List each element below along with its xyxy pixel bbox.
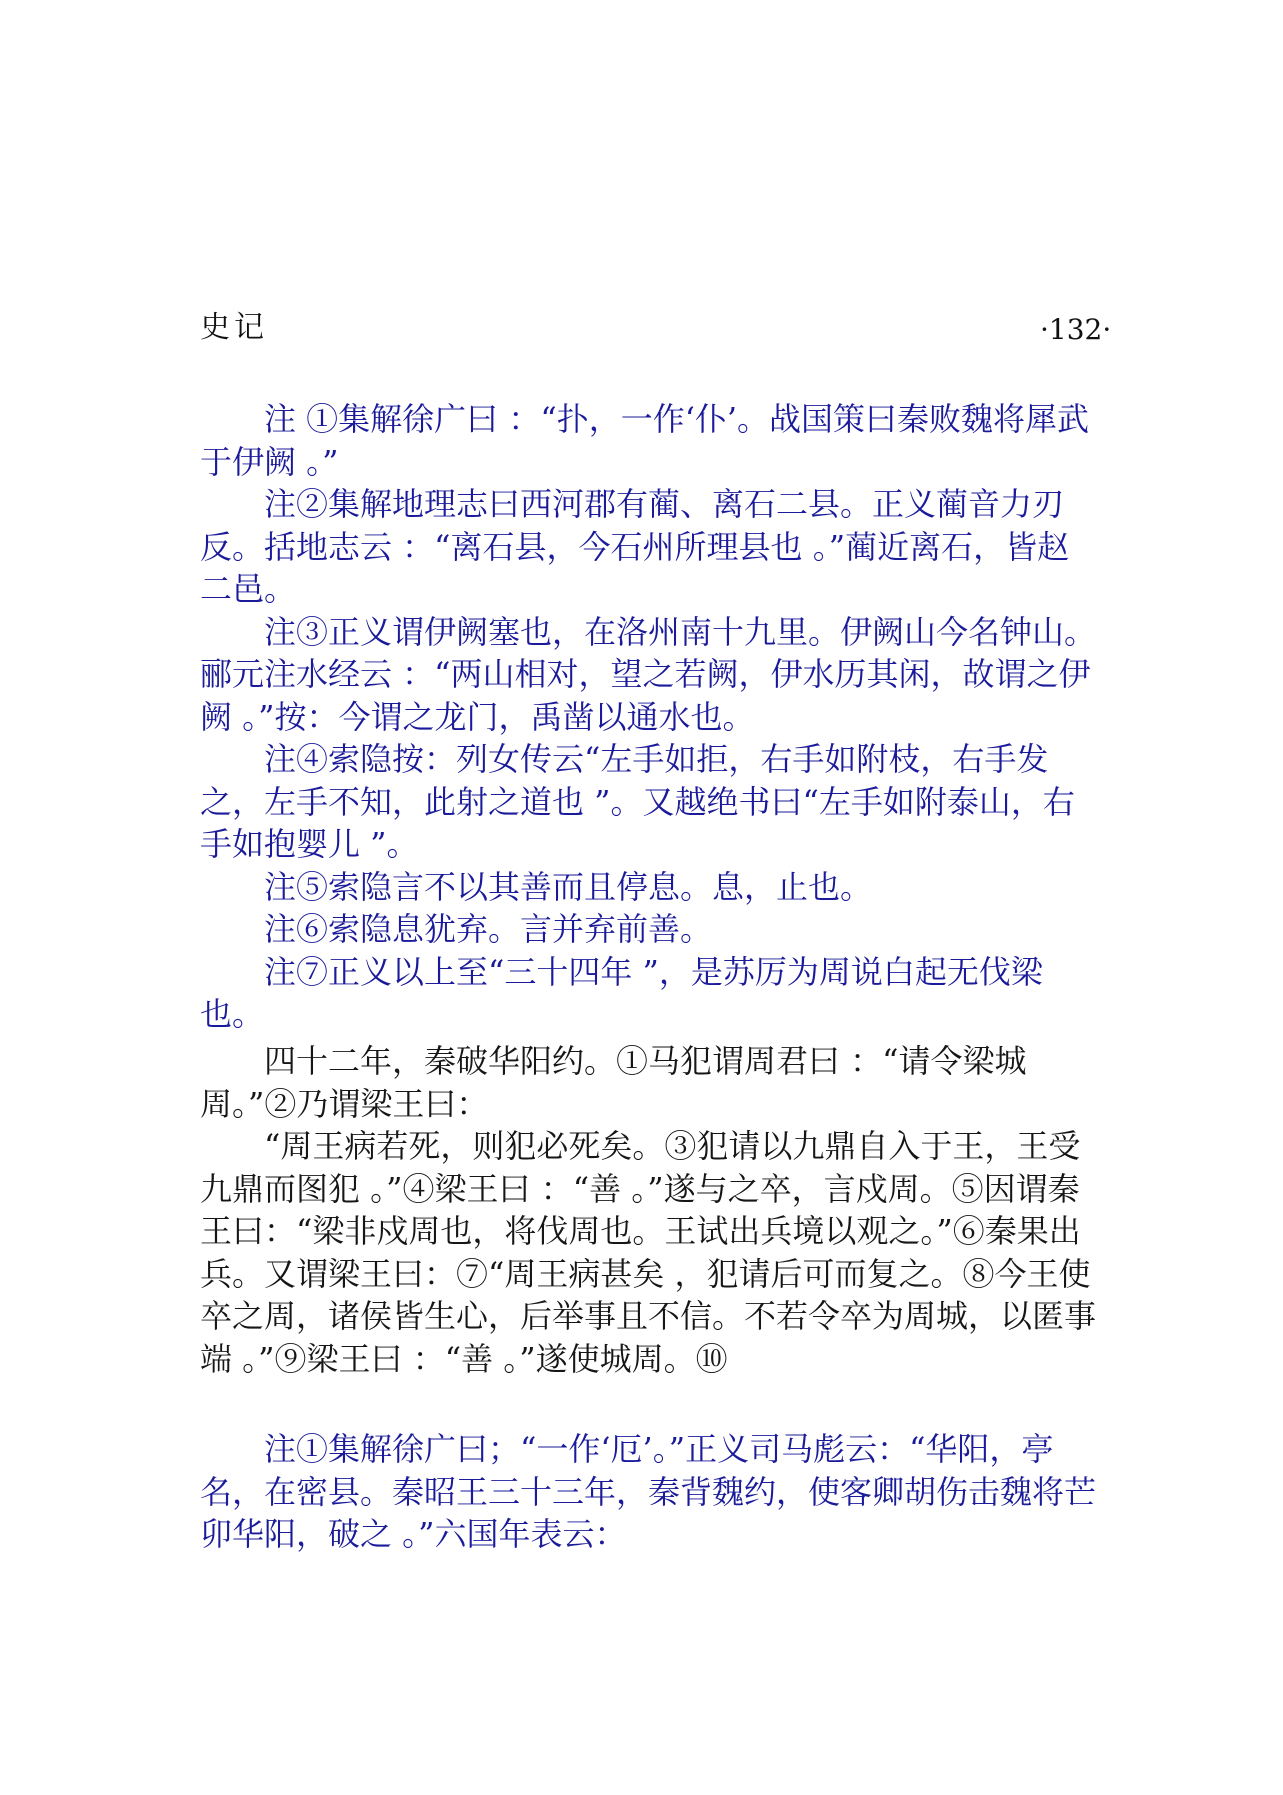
main-paragraph: 四十二年，秦破华阳约。①马犯谓周君曰 ：“请令梁城周。”②乃谓梁王曰： bbox=[200, 1042, 1027, 1123]
note-paragraph: 注⑥索隐息犹弃。言并弃前善。 bbox=[264, 910, 713, 948]
note-paragraph: 注 ①集解徐广曰 ：“扑，一作‘仆’。战国策曰秦败魏将犀武于伊阙 。” bbox=[200, 400, 1090, 481]
note-paragraph: 注①集解徐广曰；“一作‘厄’。”正义司马彪云：“华阳，亭名，在密县。秦昭王三十三年，秦背魏约，使客卿胡伤击魏将芒卯华阳，破之 。”六国年表云： bbox=[200, 1430, 1097, 1553]
note-paragraph: 注③正义谓伊阙塞也，在洛州南十九里。伊阙山今名钟山。郦元注水经云 ：“两山相对，望之若阙，伊水历其闲，故谓之伊阙 。”按：今谓之龙门，禹凿以通水也。 bbox=[200, 612, 1097, 736]
main-paragraph: “周王病若死，则犯必死矣。③犯请以九鼎自入于王，王受九鼎而图犯 。”④梁王曰 ：“善 。”遂与之卒，言戍周。⑤因谓秦王曰：“梁非戍周也，将伐周也。王试出兵境以观之。”⑥秦果出兵。又谓梁王曰：⑦“周王病甚矣 ，犯请后可而复之。⑧今王使卒之周，诸侯皆生心，后举事且不信。不若令卒为周城，以匿事端 。”⑨梁王曰 ：“善 。”遂使城周。⑩ bbox=[200, 1127, 1097, 1378]
page-number: ·132· bbox=[1040, 313, 1112, 346]
note-paragraph: 注⑤索隐言不以其善而且停息。息，止也。 bbox=[264, 867, 873, 906]
main-text-section bbox=[200, 1040, 1100, 1380]
note-paragraph: 注④索隐按：列女传云“左手如拒，右手如附枝，右手发之，左手不知，此射之道也 ”。又越绝书曰“左手如附泰山，右手如抱婴儿 ”。 bbox=[200, 740, 1075, 863]
note-paragraph: 注②集解地理志曰西河郡有蔺、离石二县。正义蔺音力刃反。括地志云 ：“离石县，今石州所理县也 。”蔺近离石，皆赵二邑。 bbox=[200, 485, 1070, 608]
book-title: 史记 bbox=[200, 310, 268, 345]
notes-section-bottom bbox=[200, 1428, 1100, 1556]
notes-section-top bbox=[200, 398, 1100, 1036]
note-paragraph: 注⑦正义以上至“三十四年 ”，是苏厉为周说白起无伐梁也。 bbox=[200, 952, 1043, 1033]
